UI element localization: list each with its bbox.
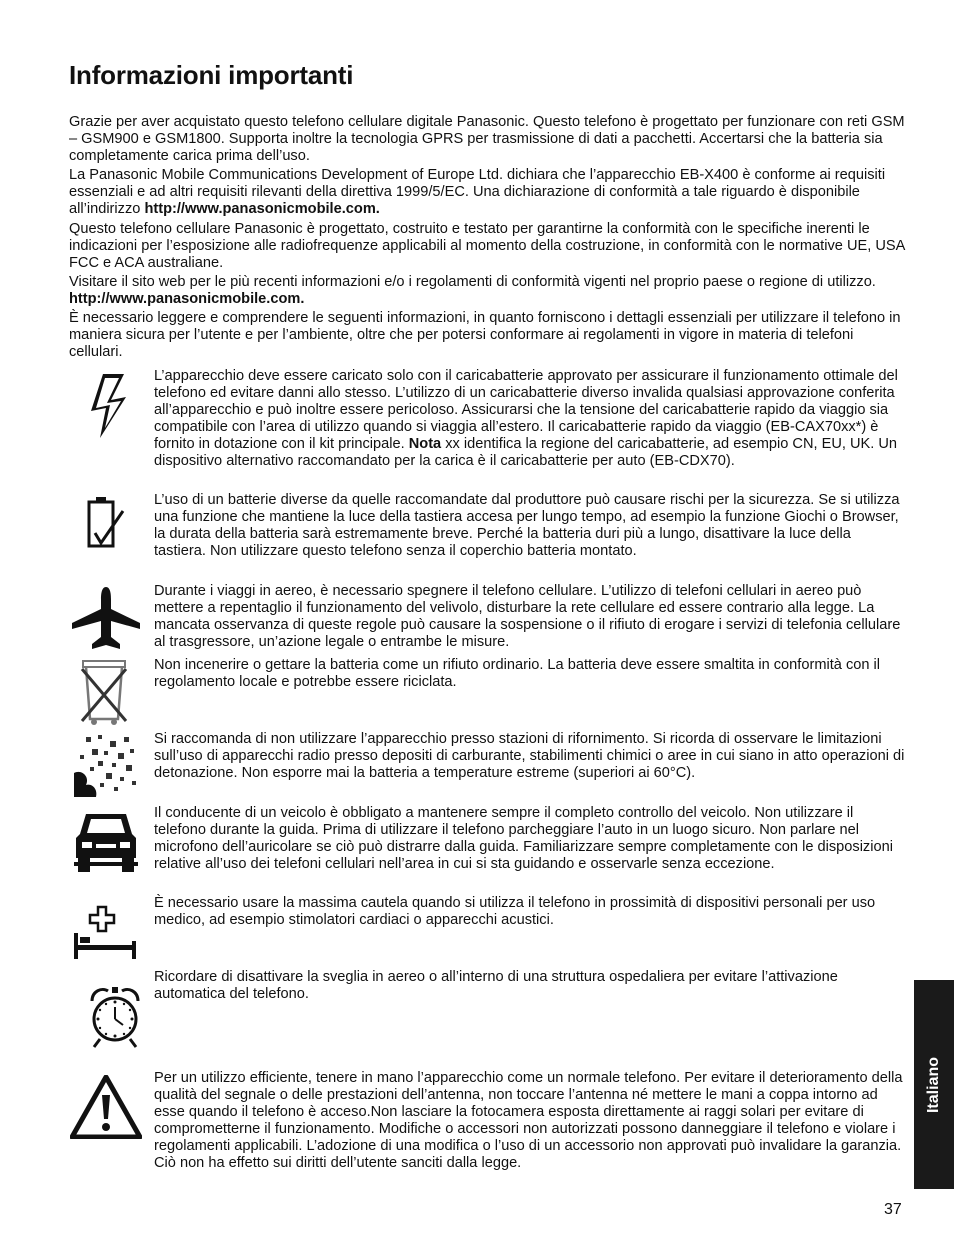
intro-section bbox=[69, 114, 905, 363]
battery-warning: L’uso di un batterie diverse da quelle raccomandate dal produttore può causare rischi per la sicurezza. Se si utilizza una funzione che mantiene la luce della tastiera accesa per lungo tempo, ad esempio la funzione Giochi o Browser, la durata della batteria sarà estremamente breve. Perché la batteria duri più a lungo, disattivare la luce della tastiera. Non utilizzare questo telefono senza il coperchio batteria montato. bbox=[154, 492, 900, 560]
warning-triangle-icon bbox=[70, 1075, 142, 1139]
airplane-warning: Durante i viaggi in aereo, è necessario spegnere il telefono cellulare. L’utilizzo di telefoni cellulari in aereo può mettere a repentaglio il funzionamento del velivolo, disturbare la rete cellulare ed essere contrario alla legge. La mancata osservanza di queste regole può causare la sospensione o il rifiuto di erogare i servizi di telefonia cellulare al trasgressore, un’azione legale o entrambe le misure. bbox=[154, 583, 901, 651]
explosion-warning: Si raccomanda di non utilizzare l’apparecchio presso stazioni di rifornimento. Si ricorda di osservare le limitazioni sull’uso di apparecchi radio presso depositi di carburante, stabilimenti chimici o aree in cui siano in atto operazioni di detonazione. Non esporre mai la batteria a temperature estreme (superiori ai 60°C). bbox=[154, 731, 905, 782]
lightning-bolt-icon bbox=[86, 372, 130, 442]
language-tab bbox=[914, 980, 954, 1189]
crossed-bin-icon bbox=[78, 659, 130, 727]
intro-paragraph: Grazie per aver acquistato questo telefono cellulare digitale Panasonic. Questo telefono è progettato per funzionare con reti GSM – GSM900 e GSM1800. Supporta inoltre la tecnologia GPRS per trasmissione di dati a pacchetti. Accertarsi che la batteria sia completamente carica prima dell’uso. bbox=[69, 114, 905, 165]
battery-check-icon bbox=[86, 497, 126, 549]
airplane-icon bbox=[70, 585, 142, 651]
alarm-warning: Ricordare di disattivare la sveglia in aereo o all’interno di una struttura ospedaliera per evitare l’attivazione automatica del telefono. bbox=[154, 969, 838, 1003]
website-link[interactable]: http://www.panasonicmobile.com. bbox=[69, 290, 305, 307]
disposal-warning: Non incenerire o gettare la batteria come un rifiuto ordinario. La batteria deve essere smaltita in conformità con il regolamento locale e potrebbe essere riciclata. bbox=[154, 657, 881, 691]
hospital-bed-icon bbox=[72, 905, 138, 961]
page-number: 37 bbox=[884, 1201, 902, 1218]
car-icon bbox=[72, 808, 140, 876]
language-label: Italiano bbox=[925, 1056, 942, 1113]
explosion-icon bbox=[72, 733, 140, 799]
page-title: Informazioni importanti bbox=[69, 60, 354, 90]
medical-warning: È necessario usare la massima cautela quando si utilizza il telefono in prossimità di dispositivi personali per uso medico, ad esempio stimolatori cardiaci o apparecchi acustici. bbox=[154, 895, 876, 929]
intro-paragraph-declaration bbox=[69, 167, 905, 218]
driving-warning: Il conducente di un veicolo è obbligato a mantenere sempre il completo controllo del veicolo. Non utilizzare il telefono durante la guida. Prima di utilizzare il telefono parcheggiare l’auto in un luogo sicuro. Non parlare nel microfono dell’auricolare se ciò può distrarre dalla guida. Familiarizzare sempre completamente con le disposizioni relative all’uso dei telefoni cellulari nell’area in cui si sta guidando e osservarle senza eccezione. bbox=[154, 805, 893, 873]
intro-paragraph-rf: Questo telefono cellulare Panasonic è progettato, costruito e testato per garantirne la conformità con le specifiche inerenti le indicazioni per l’esposizione alle radiofrequenze applicabili al momento della costruzione, in conformità con le normative UE, USA FCC e ACA australiane. bbox=[69, 220, 905, 271]
charger-warning: L’apparecchio deve essere caricato solo con il caricabatterie approvato per assicurare il funzionamento ottimale del telefono ed evitare danni allo stesso. L’utilizzo di un caricabatterie diverso invalida qualsiasi approvazione conferita all’apparecchio e può inoltre essere pericoloso. Assicurarsi che la tensione del caricabatterie rapido da viaggio sia compatibile con l’area di utilizzo quando si viaggia all’estero. Il caricabatterie rapido da viaggio (EB-CAX70xx*) è fornito in dotazione con il kit principale. Nota xx identifica la regione del caricabatterie, ad esempio CN, EU, UK. Un dispositivo alternativo raccomandato per la carica è il caricabatterie per auto (EB-CDX70). bbox=[154, 368, 898, 470]
nota-label: Nota bbox=[408, 436, 442, 453]
intro-paragraph-read: È necessario leggere e comprendere le seguenti informazioni, in quanto forniscono i dettagli essenziali per utilizzare il telefono in maniera sicura per l’utente e per l’ambiente, oltre che per potersi conformare ai regolamenti in vigore in materia di telefoni cellulari. bbox=[69, 310, 901, 361]
intro-paragraph-website bbox=[69, 274, 905, 308]
alarm-clock-icon bbox=[88, 985, 142, 1051]
website-link[interactable]: http://www.panasonicmobile.com. bbox=[144, 201, 380, 218]
general-warning: Per un utilizzo efficiente, tenere in mano l’apparecchio come un normale telefono. Per evitare il deterioramento della qualità del segnale o delle prestazioni dell’antenna, non toccare l’antenna né mettere le mani a coppa intorno ad esse quando il telefono è acceso.Non lasciare la fotocamera esposta direttamente ai raggi solari per evitare di comprometterne il funzionamento. Modifiche o accessori non autorizzati possono danneggiare il telefono e violare i regolamenti applicabili. L’adozione di una modifica o l’uso di un accessorio non approvati può invalidare la garanzia. Ciò non ha effetto sui diritti dell’utente sanciti dalla legge. bbox=[154, 1070, 903, 1172]
declaration-text: La Panasonic Mobile Communications Development of Europe Ltd. dichiara che l’apparecchio EB-X400 è conforme ai requisiti essenziali e ad altri requisiti rilevanti della direttiva 1999/5/EC. Una dichiarazione di conformità a tale riguardo è disponibile all’indirizzo bbox=[69, 167, 886, 218]
website-text: Visitare il sito web per le più recenti informazioni e/o i regolamenti di conformità vigenti nel proprio paese o regione di utilizzo. bbox=[69, 273, 876, 290]
